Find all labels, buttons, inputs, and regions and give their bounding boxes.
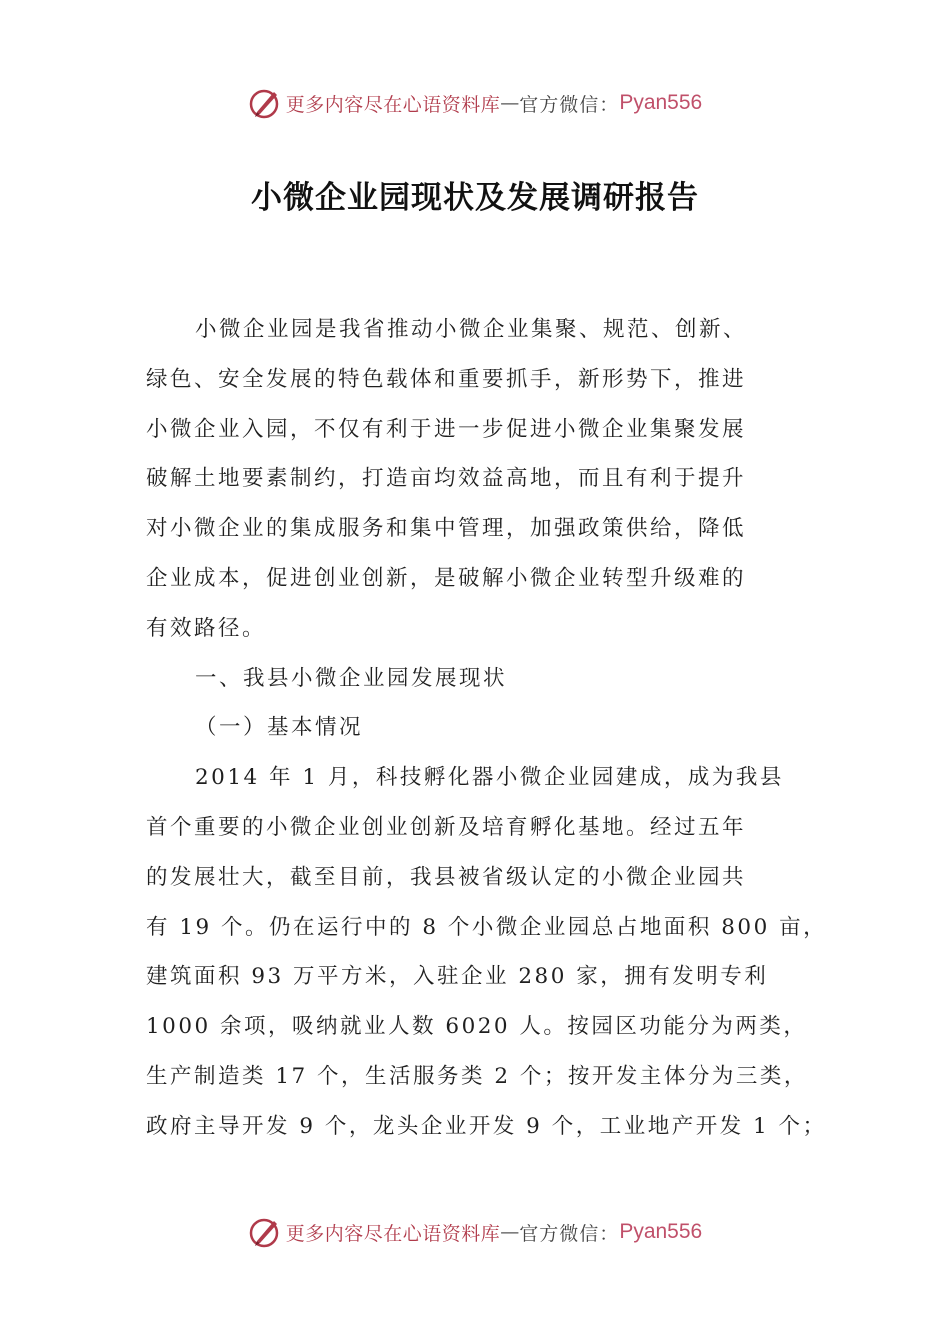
body-line: 2014 年 1 月，科技孵化器小微企业园建成，成为我县 bbox=[195, 765, 784, 791]
body-line: 小微企业园是我省推动小微企业集聚、规范、创新、 bbox=[195, 317, 748, 342]
banner-brand: 更多内容尽在心语资料库 bbox=[285, 1222, 501, 1245]
body-line: 的发展壮大，截至目前，我县被省级认定的小微企业园共 bbox=[146, 864, 747, 890]
banner-wechat-id: Pyan556 bbox=[619, 1220, 703, 1243]
section-heading: 一、我县小微企业园发展现状 bbox=[195, 665, 508, 691]
body-line: 建筑面积 93 万平方米，入驻企业 280 家，拥有发明专利 bbox=[146, 964, 769, 990]
body-line: 首个重要的小微企业创业创新及培育孵化基地。经过五年 bbox=[146, 814, 747, 840]
subsection-heading: （一）基本情况 bbox=[195, 715, 364, 741]
body-line: 1000 余项，吸纳就业人数 6020 人。按园区功能分为两类， bbox=[146, 1014, 808, 1040]
body-line: 小微企业入园，不仅有利于进一步促进小微企业集聚发展 bbox=[146, 416, 747, 442]
header-banner bbox=[0, 83, 950, 123]
document-title: 小微企业园现状及发展调研报告 bbox=[251, 180, 699, 216]
body-line: 有 19 个。仍在运行中的 8 个小微企业园总占地面积 800 亩， bbox=[146, 914, 828, 940]
banner-separator: — bbox=[500, 92, 520, 114]
body-line: 企业成本，促进创业创新，是破解小微企业转型升级难的 bbox=[146, 565, 747, 591]
body-line: 对小微企业的集成服务和集中管理，加强政策供给，降低 bbox=[146, 516, 747, 542]
banner-separator: — bbox=[500, 1221, 520, 1243]
banner-brand: 更多内容尽在心语资料库 bbox=[285, 93, 501, 116]
pen-logo-icon bbox=[248, 1215, 282, 1249]
body-line: 破解土地要素制约，打造亩均效益高地，而且有利于提升 bbox=[146, 466, 747, 492]
body-line: 政府主导开发 9 个，龙头企业开发 9 个，工业地产开发 1 个； bbox=[146, 1113, 827, 1139]
body-line: 有效路径。 bbox=[146, 615, 267, 641]
footer-banner bbox=[0, 1212, 950, 1252]
body-line: 绿色、安全发展的特色载体和重要抓手，新形势下，推进 bbox=[146, 366, 747, 392]
banner-wechat-label: 官方微信： bbox=[519, 1222, 620, 1245]
document-body bbox=[146, 305, 828, 1152]
banner-wechat-label: 官方微信： bbox=[519, 93, 620, 116]
body-line: 生产制造类 17 个，生活服务类 2 个；按开发主体分为三类， bbox=[146, 1063, 808, 1089]
banner-wechat-id: Pyan556 bbox=[619, 91, 703, 114]
pen-logo-icon bbox=[248, 86, 282, 120]
